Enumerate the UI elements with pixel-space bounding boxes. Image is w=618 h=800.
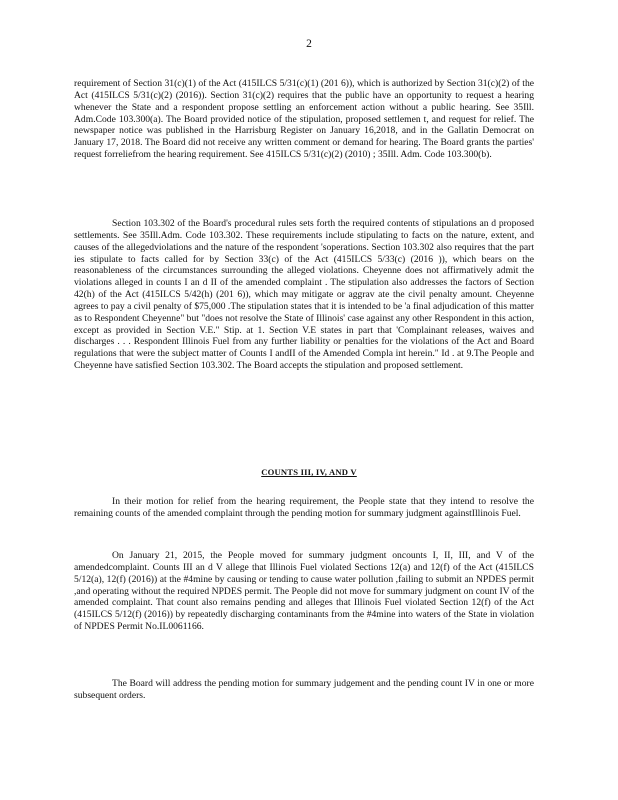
section-heading: COUNTS III, IV, AND V xyxy=(261,467,357,477)
paragraph-board-will-address: The Board will address the pending motion for summary judgement and the pending count IV in one or more subsequent orders. xyxy=(74,678,534,701)
paragraph-stipulation-contents: Section 103.302 of the Board's procedural rules sets forth the required contents of stipulations an d proposed settlements. See 35Ill.Adm. Code 103.302. These requirements include stipulating to facts on the nature, extent, and causes of the allegedviolations and the nature of the respondent 'soperations. Section 103.302 also requires that the part ies stipulate to facts called for by Section 33(c) of the Act (415ILCS 5/33(c) (2016 )), which bears on the reasonableness of the circumstances surrounding the alleged violations. Cheyenne does not affirmatively admit the violations alleged in counts I an d II of the amended complaint . The stipulation also addresses the factors of Section 42(h) of the Act (415ILCS 5/42(h) (201 6)), which may mitigate or aggrav ate the civil penalty amount. Cheyenne agrees to pay a civil penalty of $75,000 .The stipulation states that it is intended to be 'a final adjudication of this matter as to Respondent Cheyenne" but "does not resolve the State of Illinois' case against any other Respondent in this action, except as provided in Section V.E." Stip. at 1. Section V.E states in part that 'Complainant releases, waives and discharges . . . Respondent Illinois Fuel from any further liability or penalties for the violations of the Act and Board regulations that were the subject matter of Counts I andII of the Amended Compla int herein." Id . at 9.The People and Cheyenne have satisfied Section 103.302. The Board accepts the stipulation and proposed settlement. xyxy=(74,218,534,372)
paragraph-motion-relief: In their motion for relief from the hearing requirement, the People state that they intend to resolve the remaining counts of the amended complaint through the pending motion for summary judgment againstIllinois Fuel. xyxy=(74,496,534,519)
paragraph-hearing-requirement: requirement of Section 31(c)(1) of the Act (415ILCS 5/31(c)(1) (201 6)), which is authorized by Section 31(c)(2) of the Act (415ILCS 5/31(c)(2) (2016)). Section 31(c)(2) requires that the public have an opportunity to request a hearing whenever the State and a respondent propose settling an enforcement action without a public hearing. See 35Ill. Adm.Code 103.300(a). The Board provided notice of the stipulation, proposed settlemen t, and request for relief. The newspaper notice was published in the Harrisburg Register on January 16,2018, and in the Gallatin Democrat on January 17, 2018. The Board did not receive any written comment or demand for hearing. The Board grants the parties' request forreliefrom the hearing requirement. See 415ILCS 5/31(c)(2) (2010) ; 35Ill. Adm. Code 103.300(b). xyxy=(74,78,534,161)
paragraph-summary-judgment: On January 21, 2015, the People moved for summary judgment oncounts I, II, III, and V of the amendedcomplaint. Counts III an d V allege that Illinois Fuel violated Sections 12(a) and 12(f) of the Act (415ILCS 5/12(a), 12(f) (2016)) at the #4mine by causing or tending to cause water pollution ,failing to submit an NPDES permit ,and operating without the required NPDES permit. The People did not move for summary judgment on count IV of the amended complaint. That count also remains pending and alleges that Illinois Fuel violated Section 12(f) of the Act (415ILCS 5/12(f) (2016)) by repeatedly discharging contaminants from the #4mine into waters of the State in violation of NPDES Permit No.IL0061166. xyxy=(74,550,534,633)
page-number: 2 xyxy=(306,38,312,50)
